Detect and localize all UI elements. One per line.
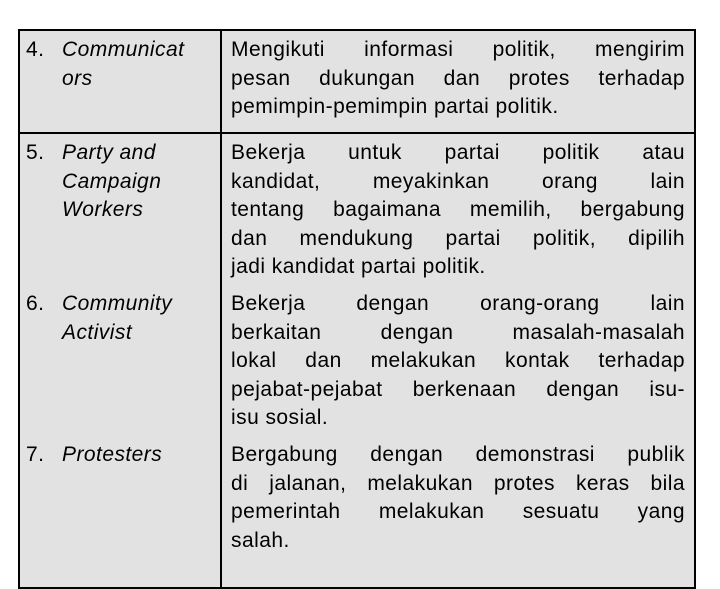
- role-description: [231, 441, 685, 555]
- description-line: berkaitan dengan masalah-masalah: [231, 320, 685, 344]
- row-divider: [20, 132, 694, 134]
- role-name-line: Party and: [62, 141, 156, 164]
- description-line: pejabat-pejabat berkenaan dengan isu-: [231, 377, 685, 401]
- role-name-line: Communicat: [62, 38, 185, 61]
- description-line: Mengikuti informasi politik, mengirim: [231, 38, 685, 61]
- roles-table: [18, 29, 696, 589]
- description-line: Bekerja untuk partai politik atau: [231, 141, 685, 164]
- role-name: [62, 441, 162, 470]
- description-line: jadi kandidat partai politik.: [231, 255, 486, 278]
- row-number: 6.: [26, 292, 45, 315]
- description-line: dan mendukung partai politik, dipilih: [231, 226, 685, 250]
- description-line: isu sosial.: [231, 406, 329, 429]
- description-line: lokal dan melakukan kontak terhadap: [231, 349, 685, 372]
- description-line: tentang bagaimana memilih, bergabung: [231, 198, 685, 221]
- description-line: pesan dukungan dan protes terhadap: [231, 66, 685, 90]
- role-name-line: Activist: [62, 320, 133, 344]
- row-number: 4.: [26, 38, 45, 61]
- description-line: di jalanan, melakukan protes keras bila: [231, 471, 685, 495]
- role-name: [62, 139, 161, 225]
- row-number: 5.: [26, 141, 45, 164]
- role-name: [62, 36, 184, 93]
- role-description: [231, 139, 685, 282]
- column-divider: [220, 31, 222, 587]
- description-line: pemerintah melakukan sesuatu yang: [231, 500, 685, 523]
- role-description: [231, 36, 685, 122]
- description-line: Bekerja dengan orang-orang lain: [231, 292, 685, 315]
- role-name-line: Protesters: [62, 443, 163, 466]
- description-line: Bergabung dengan demonstrasi publik: [231, 443, 685, 466]
- role-name-line: ors: [62, 66, 93, 90]
- role-name-line: Workers: [62, 198, 144, 221]
- role-description: [231, 290, 685, 433]
- role-name-line: Campaign: [62, 169, 162, 193]
- description-line: salah.: [231, 528, 290, 552]
- description-line: pemimpin-pemimpin partai politik.: [231, 95, 559, 118]
- description-line: kandidat, meyakinkan orang lain: [231, 169, 685, 193]
- role-name: [62, 290, 172, 347]
- row-number: 7.: [26, 443, 45, 466]
- role-name-line: Community: [62, 292, 173, 315]
